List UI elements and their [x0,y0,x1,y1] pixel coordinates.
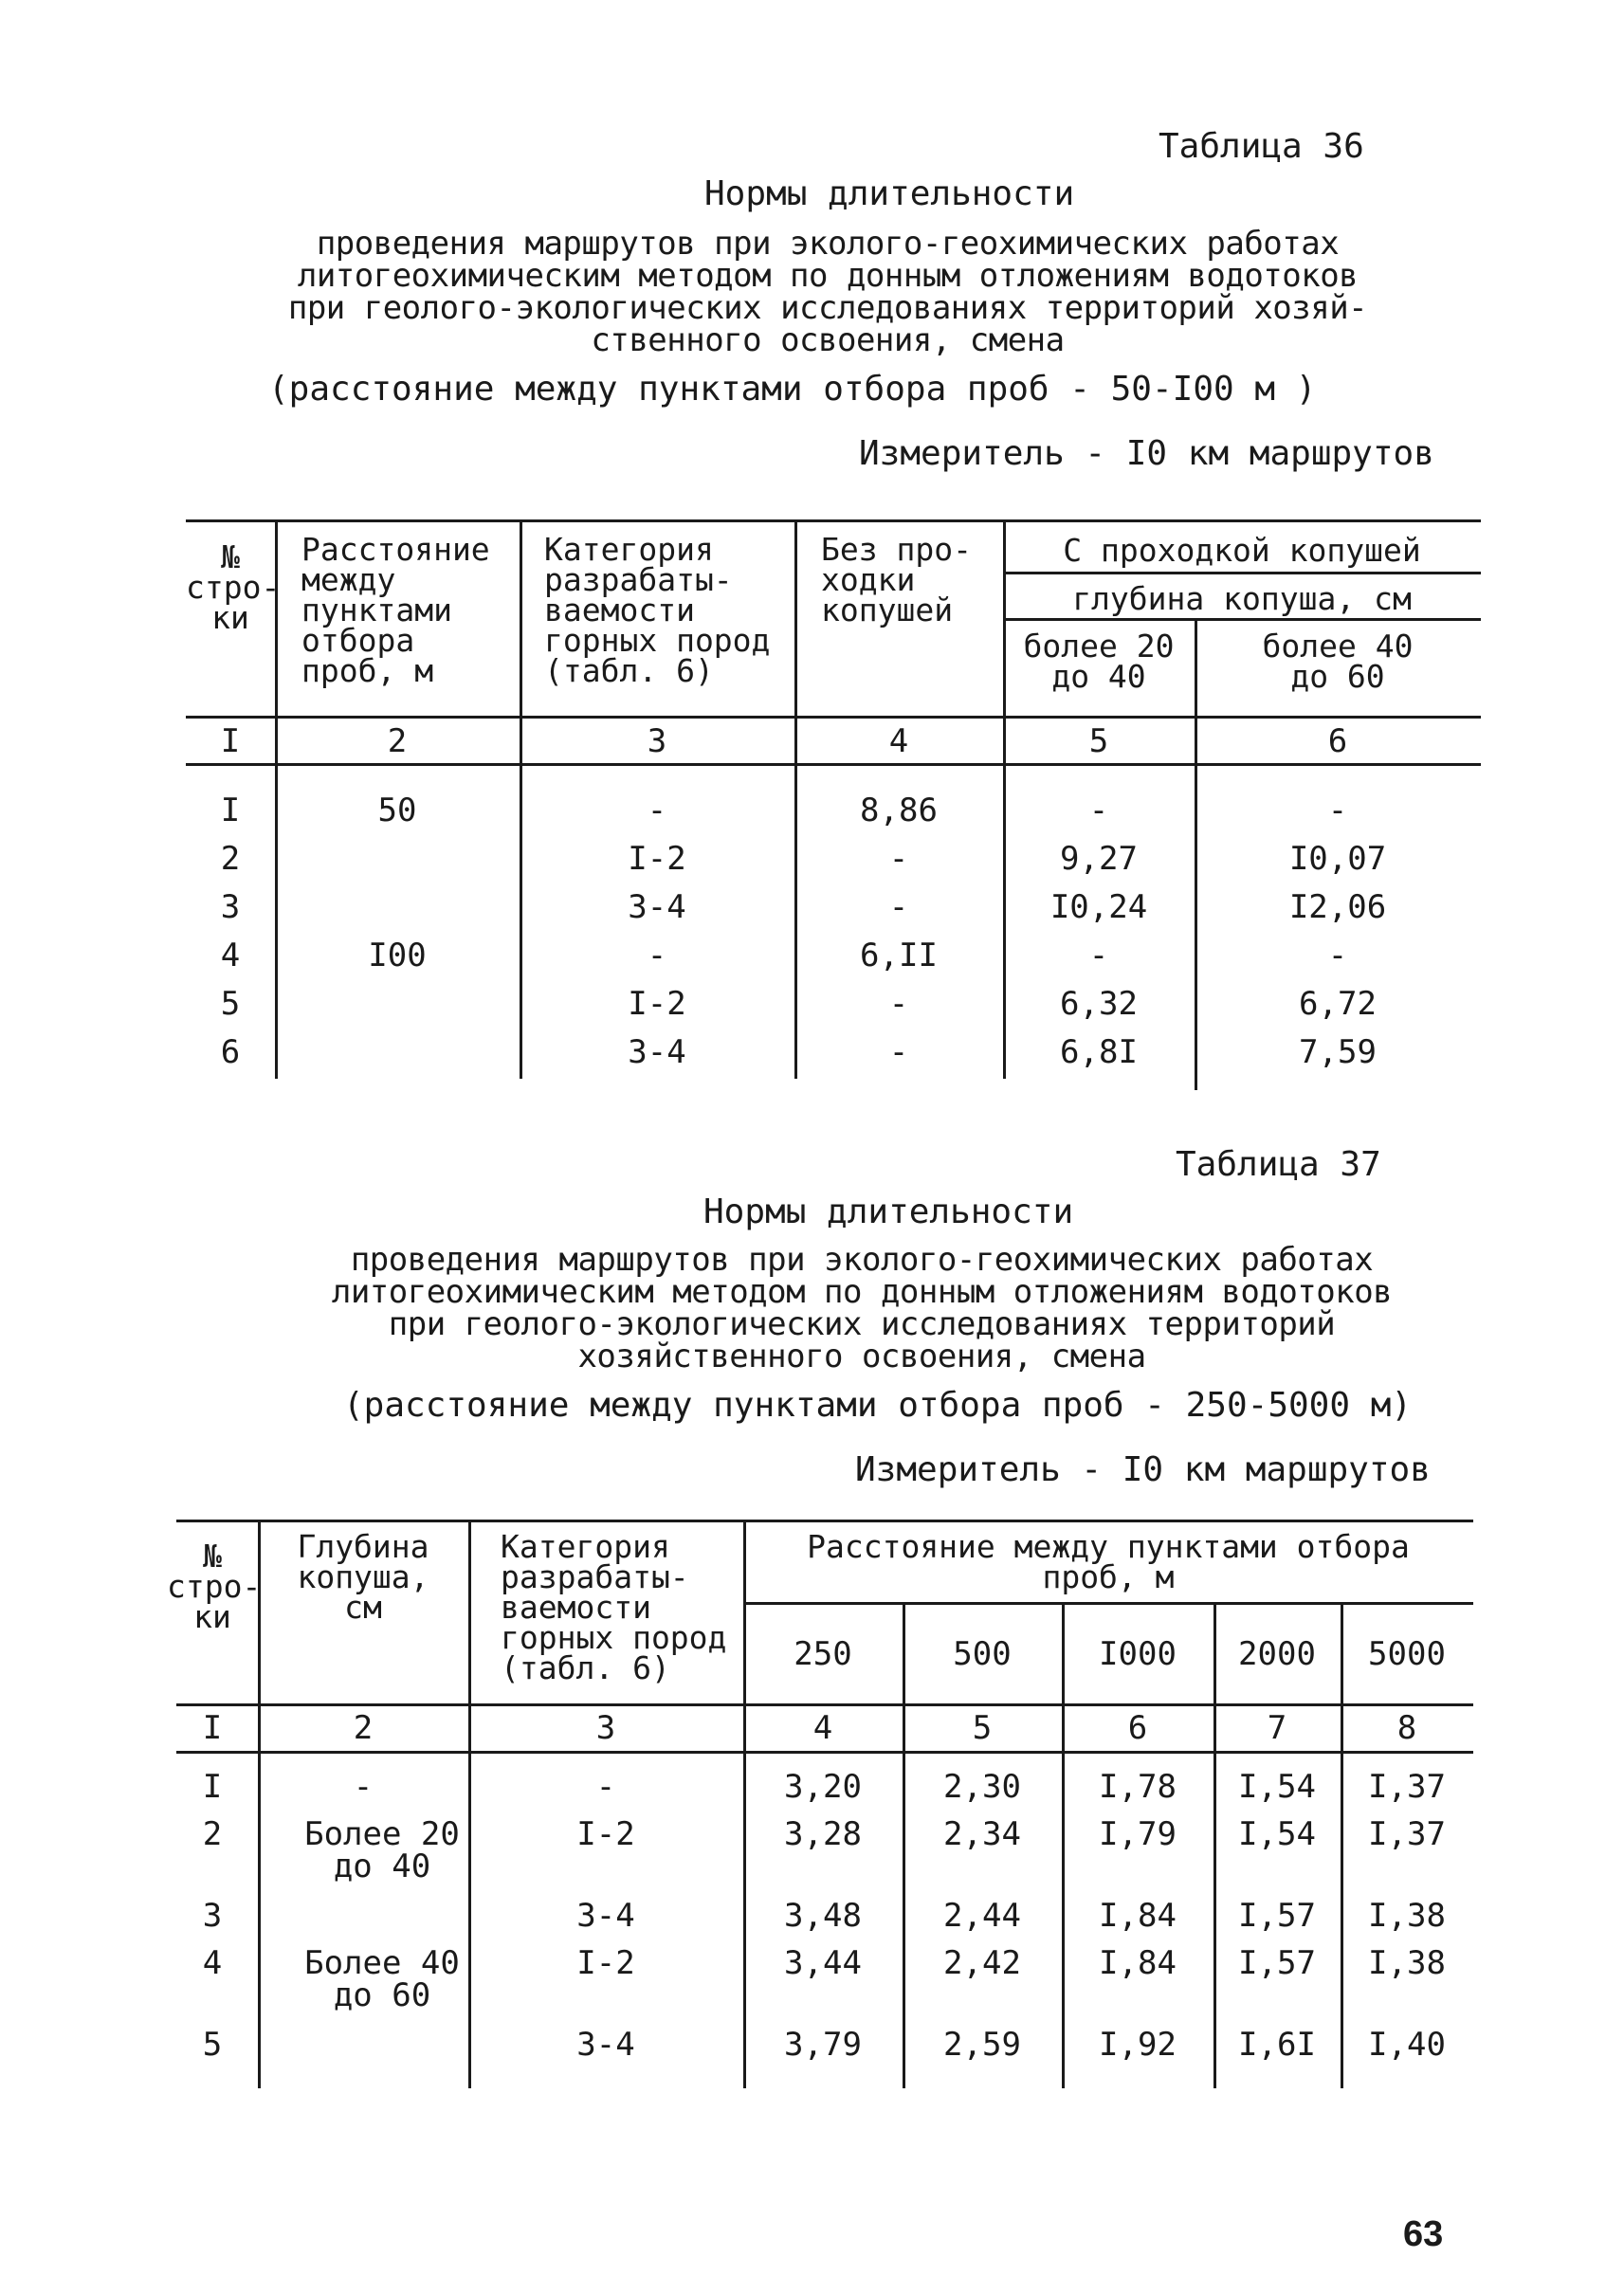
table-cell: 3,44 [784,1944,862,1982]
header-pit-depth: глубина копуша, см [1072,580,1412,617]
table-cell: - [888,888,909,926]
table-cell: - [647,792,667,829]
table-cell: 2 [220,840,241,878]
description-line: ственного освоения, смена [591,321,1065,359]
table-cell: 50 [377,792,417,829]
table-cell: 9,27 [1060,840,1138,878]
description-line: проведения маршрутов при эколого-геохимических работах [350,1241,1374,1279]
table-cell: I-2 [628,840,686,878]
table-cell: - [1327,792,1348,829]
table-rule [1003,618,1481,621]
table-37-heading: Нормы длительности [703,1193,1074,1231]
table-cell: I,57 [1238,1944,1316,1982]
table-cell: I0,24 [1049,888,1148,926]
table-cell: 2 [202,1815,223,1853]
header-line: ваемости [501,1589,651,1626]
header-line: проб, м [1042,1558,1175,1595]
table-cell: I,54 [1238,1815,1316,1853]
table-cell: 2,44 [943,1897,1021,1935]
header-line: ваемости [544,592,695,628]
table-cell: I,78 [1099,1768,1177,1806]
table-cell: 3-4 [628,888,686,926]
header-distance-250: 250 [794,1635,852,1673]
table-cell: I [202,1768,223,1806]
column-number: 2 [353,1709,374,1747]
table-cell: 6,72 [1299,985,1377,1023]
table-37-unit: Измеритель - I0 км маршрутов [855,1450,1431,1489]
table-cell: - [888,1033,909,1071]
table-cell: I,84 [1099,1897,1177,1935]
table-cell: 4 [202,1944,223,1982]
page-number: 63 [1403,2214,1444,2254]
header-line: Расстояние между пунктами отбора [807,1528,1410,1565]
table-rule [186,519,1481,522]
header-depth-20-40 [1003,628,1195,695]
header-line: Категория [501,1528,670,1565]
header-line: разрабаты- [501,1558,689,1595]
header-distance-1000: I000 [1099,1635,1177,1673]
column-number: 2 [387,722,408,760]
header-line: № [203,1538,222,1575]
header-distance-5000: 5000 [1368,1635,1446,1673]
table-36-subtitle: (расстояние между пунктами отбора проб - 50-I00 м ) [268,370,1317,409]
table-cell: 3-4 [576,2026,635,2064]
table-cell: 2,59 [943,2026,1021,2064]
table-37-description [298,1241,1426,1375]
table-cell: I,84 [1099,1944,1177,1982]
header-line: (табл. 6) [501,1649,670,1686]
table-rule [186,716,1481,719]
table-cell: I,57 [1238,1897,1316,1935]
header-no-pit [821,531,972,628]
header-pit-depth [258,1528,468,1626]
table-cell: I,37 [1368,1815,1446,1853]
table-cell: - [1088,937,1109,974]
description-line: проведения маршрутов при эколого-геохимических работах [316,225,1340,263]
header-depth-40-60 [1195,628,1481,695]
column-number: 8 [1396,1709,1417,1747]
table-36-description [245,225,1411,359]
header-distance-group [743,1528,1473,1595]
header-line: № [221,538,240,575]
header-line: разрабаты- [544,561,733,598]
table-cell: 4 [220,937,241,974]
table-rule [176,1520,1473,1522]
table-cell: до 60 [333,1976,431,2014]
table-rule [186,763,1481,766]
table-rule [468,1520,471,2088]
header-category [501,1528,727,1686]
column-number: 7 [1267,1709,1287,1747]
description-line: литогеохимическим методом по донным отложениям водотоков [297,257,1359,295]
header-line: стро- [186,569,281,606]
header-line: до 60 [1290,658,1385,695]
column-number: 4 [812,1709,833,1747]
table-cell: 7,59 [1299,1033,1377,1071]
table-cell: 3,79 [784,2026,862,2064]
table-cell: - [1088,792,1109,829]
header-line: см [344,1589,382,1626]
table-37-subtitle: (расстояние между пунктами отбора проб - 250-5000 м) [343,1386,1413,1425]
table-cell: I,37 [1368,1768,1446,1806]
table-36-unit: Измеритель - I0 км маршрутов [859,434,1434,473]
column-number: 5 [1088,722,1109,760]
table-cell: 8,86 [860,792,938,829]
table-cell: I,6I [1238,2026,1316,2064]
table-cell: I,38 [1368,1944,1446,1982]
column-number: 3 [647,722,667,760]
table-rule [743,1520,746,2088]
table-rule [743,1602,1473,1605]
column-number: 6 [1127,1709,1148,1747]
header-line: ки [193,1598,231,1635]
table-cell: - [595,1768,616,1806]
header-line: стро- [167,1568,262,1605]
header-category [544,531,771,689]
table-cell: 6 [220,1033,241,1071]
description-line: литогеохимическим методом по донным отложениям водотоков [331,1273,1393,1311]
table-cell: I0,07 [1288,840,1387,878]
table-cell: до 40 [333,1848,431,1885]
description-line: при геолого-экологических исследованиях территорий хозяй- [287,289,1368,327]
header-distance [301,531,490,689]
table-cell: - [353,1768,374,1806]
header-line: Категория [544,531,714,568]
column-number: 3 [595,1709,616,1747]
table-cell: I,40 [1368,2026,1446,2064]
header-line: Глубина [297,1528,429,1565]
column-number: 5 [972,1709,993,1747]
table-rule [176,1703,1473,1706]
table-cell: - [888,840,909,878]
header-line: пунктами [301,592,452,628]
table-cell: I [220,792,241,829]
header-line: между [301,561,396,598]
header-line: (табл. 6) [544,652,714,689]
header-line: проб, м [301,652,434,689]
table-cell: I2,06 [1288,888,1387,926]
column-number: I [202,1709,223,1747]
table-cell: 5 [220,985,241,1023]
column-number: 6 [1327,722,1348,760]
table-cell: I-2 [576,1944,635,1982]
header-line: копуша, [297,1558,429,1595]
header-line: Расстояние [301,531,490,568]
table-cell: 3,20 [784,1768,862,1806]
header-line: Без про- [821,531,972,568]
table-cell: 2,34 [943,1815,1021,1853]
description-line: хозяйственного освоения, смена [577,1338,1146,1375]
table-cell: - [647,937,667,974]
table-cell: Более 40 [304,1944,460,1982]
table-cell: 3-4 [576,1897,635,1935]
header-line: до 40 [1051,658,1146,695]
table-cell: 6,II [860,937,938,974]
table-36-heading: Нормы длительности [704,174,1075,213]
header-line: отбора [301,622,415,659]
table-rule [176,1751,1473,1754]
table-cell: I,38 [1368,1897,1446,1935]
table-cell: I-2 [576,1815,635,1853]
table-cell: - [1327,937,1348,974]
table-cell: 2,30 [943,1768,1021,1806]
table-37-label: Таблица 37 [1176,1145,1381,1184]
table-cell: 5 [202,2026,223,2064]
header-line: копушей [821,592,954,628]
header-with-pit: С проходкой копушей [1063,532,1421,569]
header-row-number [167,1538,262,1635]
header-line: горных пород [501,1619,727,1656]
header-distance-500: 500 [953,1635,1012,1673]
header-distance-2000: 2000 [1238,1635,1316,1673]
column-number: 4 [888,722,909,760]
header-line: ходки [821,561,916,598]
table-cell: 6,8I [1060,1033,1138,1071]
header-line: горных пород [544,622,771,659]
table-cell: 6,32 [1060,985,1138,1023]
table-cell: I,92 [1099,2026,1177,2064]
header-line: ки [211,599,249,636]
header-line: более 20 [1023,628,1175,665]
table-cell: I,79 [1099,1815,1177,1853]
description-line: при геолого-экологических исследованиях территорий [388,1305,1336,1343]
table-cell: I-2 [628,985,686,1023]
table-cell: 2,42 [943,1944,1021,1982]
table-cell: 3 [220,888,241,926]
table-cell: I,54 [1238,1768,1316,1806]
header-row-number [186,538,281,636]
table-cell: 3,28 [784,1815,862,1853]
table-cell: 3-4 [628,1033,686,1071]
table-cell: I00 [368,937,427,974]
table-36-label: Таблица 36 [1159,127,1364,166]
column-number: I [220,722,241,760]
table-cell: Более 20 [304,1815,460,1853]
table-cell: - [888,985,909,1023]
header-line: более 40 [1262,628,1414,665]
table-cell: 3,48 [784,1897,862,1935]
table-rule [1003,572,1481,574]
table-cell: 3 [202,1897,223,1935]
